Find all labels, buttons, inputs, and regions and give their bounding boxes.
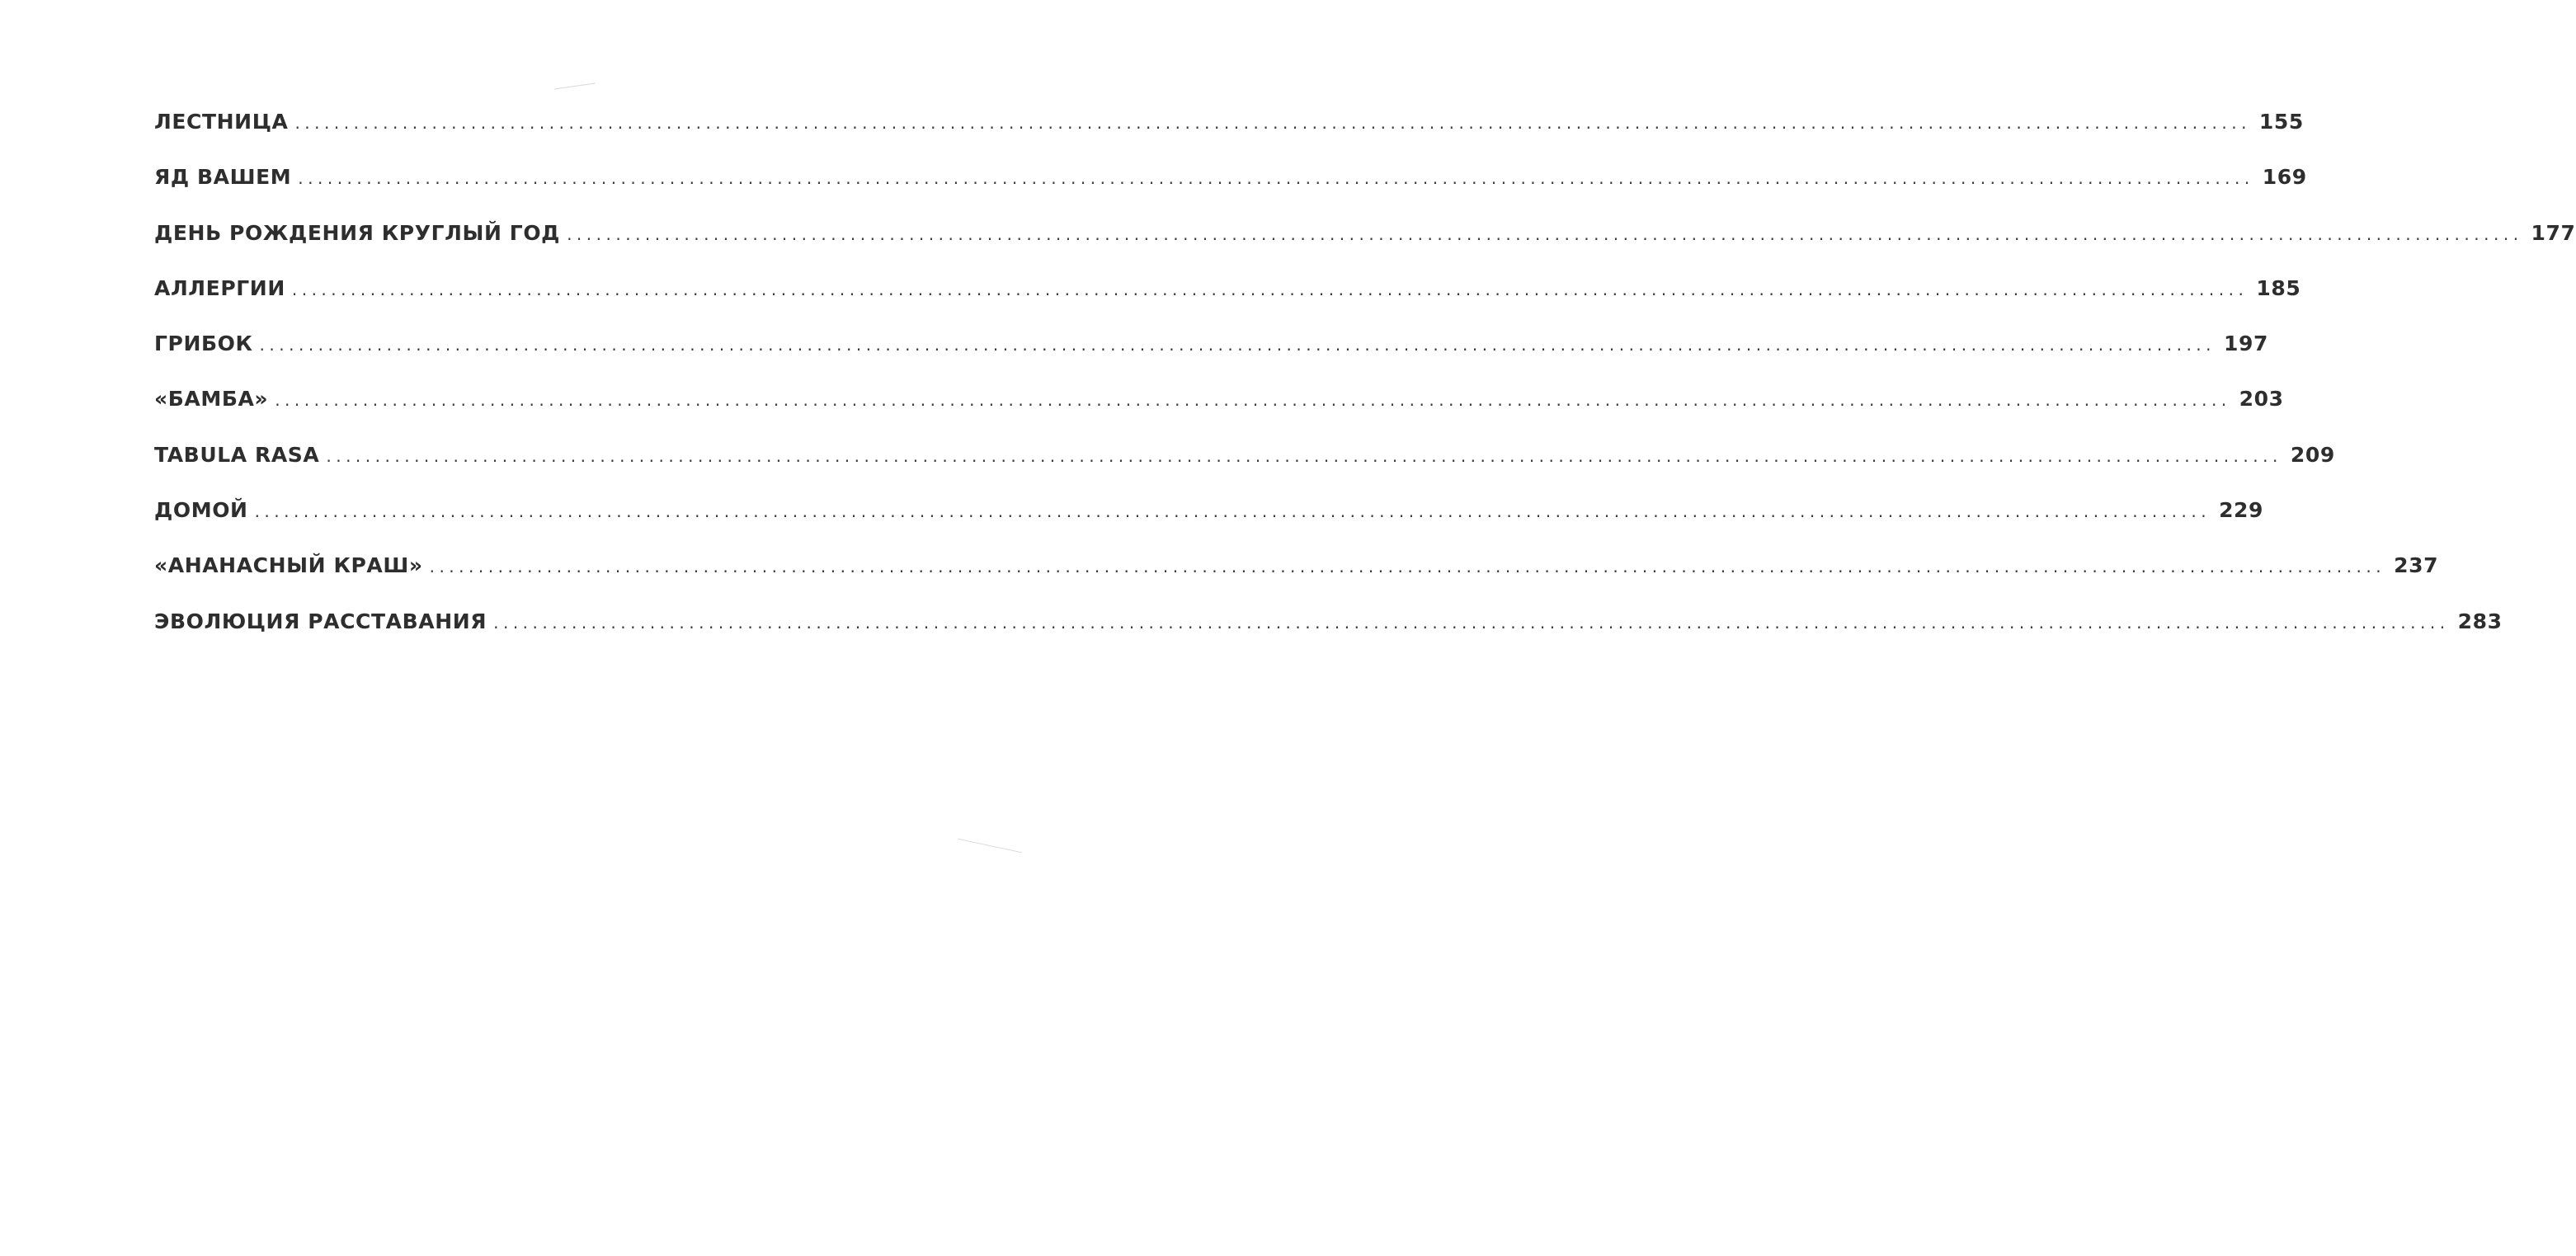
- toc-entry[interactable]: [154, 327, 2269, 383]
- toc-entry-title: TABULA RASA: [154, 442, 320, 467]
- toc-leader-dots: ........................................................................................................................................................................................................: [254, 501, 2211, 522]
- toc-entry-page: 177: [2531, 220, 2576, 245]
- toc-entry-title: ЯД ВАШЕМ: [154, 165, 292, 190]
- toc-entry-page: 229: [2219, 498, 2264, 523]
- toc-entry-title: ЭВОЛЮЦИЯ РАССТАВАНИЯ: [154, 609, 487, 633]
- toc-leader-dots: ........................................................................................................................................................................................................: [275, 390, 2231, 411]
- toc-entry-title: ДЕНЬ РОЖДЕНИЯ КРУГЛЫЙ ГОД: [154, 220, 561, 245]
- toc-leader-dots: ........................................................................................................................................................................................................: [567, 223, 2523, 244]
- toc-entry-page: 283: [2457, 609, 2503, 633]
- toc-leader-dots: ........................................................................................................................................................................................................: [493, 612, 2450, 633]
- toc-entry-page: 209: [2290, 442, 2335, 467]
- toc-entry-title: АЛЛЕРГИИ: [154, 275, 285, 300]
- toc-entry-page: 237: [2394, 553, 2439, 578]
- toc-leader-dots: ........................................................................................................................................................................................................: [291, 279, 2249, 299]
- paper-speck: [958, 839, 1022, 854]
- toc-entry-page: 203: [2239, 387, 2284, 412]
- paper-speck: [554, 83, 596, 90]
- table-of-contents: [154, 106, 2576, 661]
- toc-entry[interactable]: [154, 106, 2304, 161]
- toc-leader-dots: ........................................................................................................................................................................................................: [294, 113, 2251, 133]
- toc-entry[interactable]: [154, 161, 2307, 216]
- toc-entry[interactable]: [154, 383, 2284, 438]
- toc-entry-page: 155: [2258, 110, 2304, 134]
- toc-entry-page: 197: [2224, 332, 2269, 356]
- toc-leader-dots: ........................................................................................................................................................................................................: [429, 557, 2386, 577]
- toc-entry[interactable]: [154, 217, 2576, 272]
- toc-entry-title: ГРИБОК: [154, 332, 253, 356]
- toc-leader-dots: ........................................................................................................................................................................................................: [298, 168, 2254, 189]
- toc-entry-title: «АНАНАСНЫЙ КРАШ»: [154, 553, 423, 578]
- toc-entry-page: 185: [2256, 275, 2301, 300]
- toc-entry[interactable]: [154, 605, 2503, 661]
- toc-entry-title: «БАМБА»: [154, 387, 269, 412]
- toc-entry[interactable]: [154, 494, 2264, 549]
- toc-leader-dots: ........................................................................................................................................................................................................: [259, 335, 2216, 355]
- toc-entry[interactable]: [154, 439, 2335, 494]
- toc-entry[interactable]: [154, 549, 2439, 604]
- toc-entry-title: ЛЕСТНИЦА: [154, 110, 289, 134]
- toc-leader-dots: ........................................................................................................................................................................................................: [326, 445, 2282, 466]
- toc-entry-title: ДОМОЙ: [154, 498, 248, 523]
- toc-entry[interactable]: [154, 272, 2301, 327]
- toc-entry-page: 169: [2262, 165, 2307, 190]
